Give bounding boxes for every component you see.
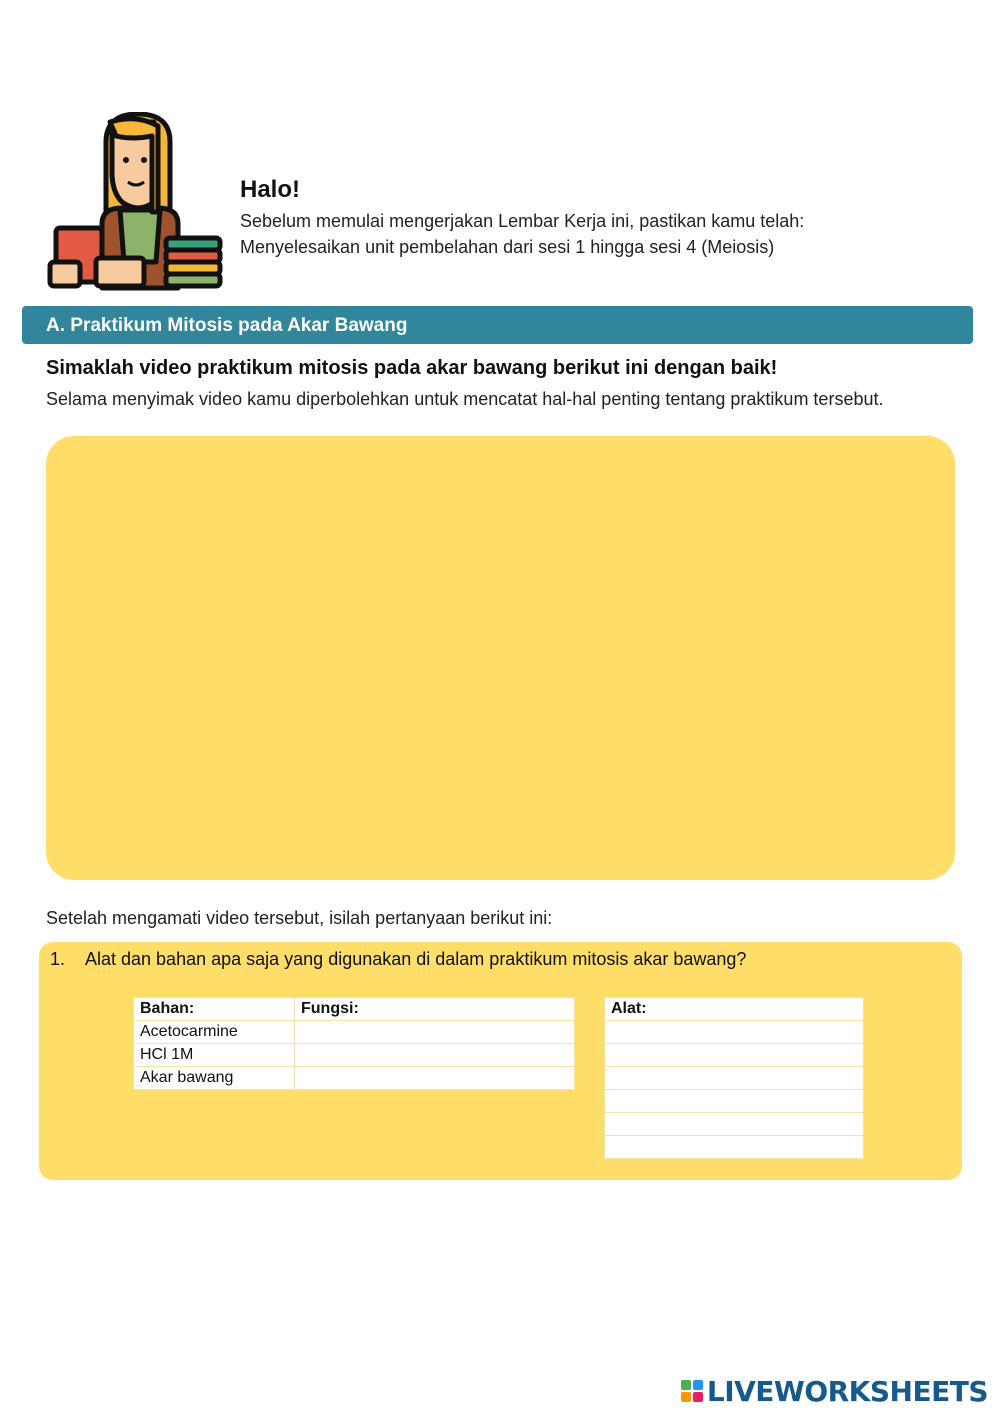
greeting-title: Halo! [240,176,300,203]
liveworksheets-mark-icon [681,1380,703,1402]
alat-input-cell[interactable] [605,1090,864,1113]
table-header-row [134,998,575,1021]
greeting-line-1: Sebelum memulai mengerjakan Lembar Kerja ini, pastikan kamu telah: [240,211,805,231]
section-title: A. Praktikum Mitosis pada Akar Bawang [46,315,408,336]
fungsi-input-cell[interactable] [295,1044,575,1067]
alat-input-cell[interactable] [605,1044,864,1067]
greeting-line-2: Menyelesaikan unit pembelahan dari sesi 1 hingga sesi 4 (Meiosis) [240,237,775,257]
table-row [605,1021,864,1044]
bahan-table [133,997,575,1090]
instruction-body: Selama menyimak video kamu diperbolehkan untuk mencatat hal-hal penting tentang praktikum tersebut. [46,389,884,409]
alat-table [604,997,864,1159]
table-row [605,1113,864,1136]
table-row [605,1090,864,1113]
liveworksheets-logo[interactable] [681,1376,988,1406]
bahan-cell: Acetocarmine [134,1021,295,1044]
bahan-cell: HCl 1M [134,1044,295,1067]
alat-input-cell[interactable] [605,1021,864,1044]
table-row [134,1021,575,1044]
section-header-bar [22,306,973,344]
fungsi-header: Fungsi: [295,998,575,1021]
table-row [605,1044,864,1067]
table-header-row [605,998,864,1021]
fungsi-input-cell[interactable] [295,1021,575,1044]
alat-input-cell[interactable] [605,1113,864,1136]
teacher-illustration [46,112,226,292]
alat-header: Alat: [605,998,864,1021]
question-text: Alat dan bahan apa saja yang digunakan di dalam praktikum mitosis akar bawang? [85,949,747,969]
fungsi-input-cell[interactable] [295,1067,575,1090]
bahan-cell: Akar bawang [134,1067,295,1090]
table-row [134,1044,575,1067]
table-row [134,1067,575,1090]
instruction-title: Simaklah video praktikum mitosis pada akar bawang berikut ini dengan baik! [46,357,778,379]
bahan-header: Bahan: [134,998,295,1021]
table-row [605,1067,864,1090]
video-panel[interactable] [46,436,955,880]
alat-input-cell[interactable] [605,1136,864,1159]
liveworksheets-wordmark: LIVEWORKSHEETS [706,1374,988,1408]
question-number: 1. [50,949,66,969]
alat-input-cell[interactable] [605,1067,864,1090]
after-video-instruction: Setelah mengamati video tersebut, isilah pertanyaan berikut ini: [46,908,553,928]
table-row [605,1136,864,1159]
